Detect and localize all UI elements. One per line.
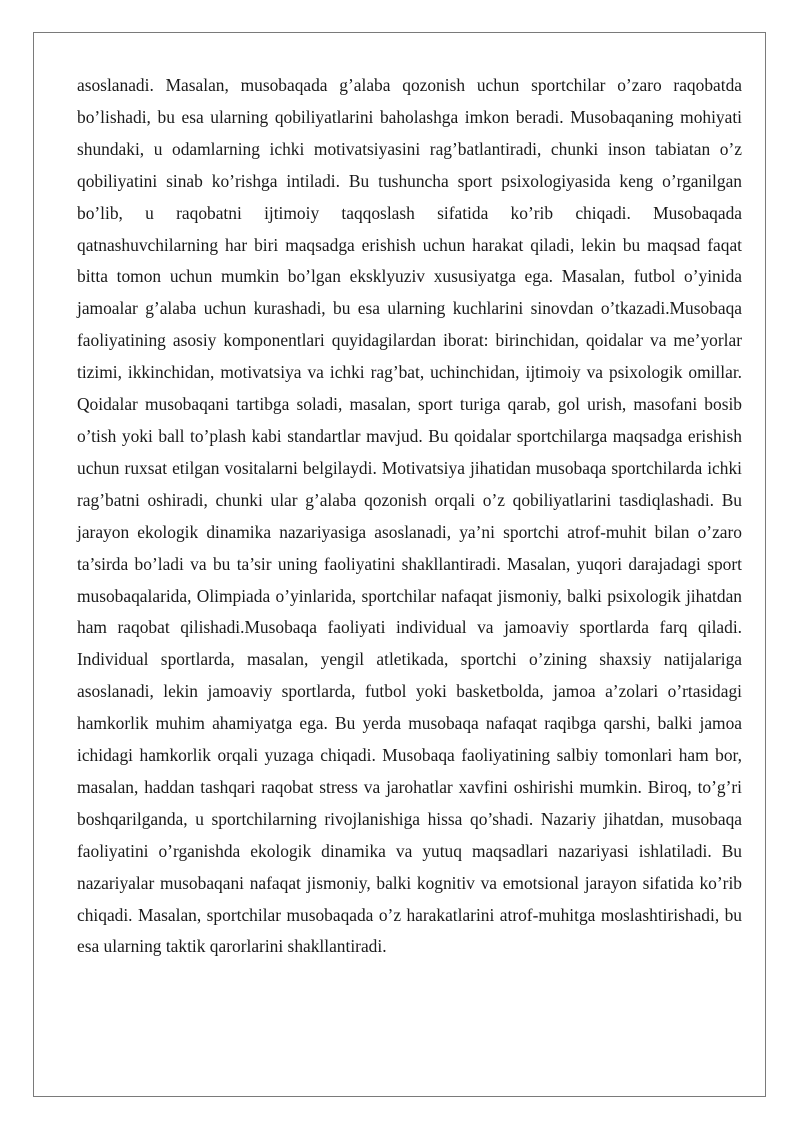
body-paragraph: asoslanadi. Masalan, musobaqada g’alaba qozonish uchun sportchilar o’zaro raqobatda bo’lishadi, bu esa ularning qobiliyatlarini baholashga imkon beradi. Musobaqaning mohiyati shundaki, u odamlarning ichki motivatsiyasini rag’batlantiradi, chunki inson tabiatan o’z qobiliyatini sinab ko’rishga intiladi. Bu tushuncha sport psixologiyasida keng o’rganilgan bo’lib, u raqobatni ijtimoiy taqqoslash sifatida ko’rib chiqadi. Musobaqada qatnashuvchilarning har biri maqsadga erishish uchun harakat qiladi, lekin bu maqsad faqat bitta tomon uchun mumkin bo’lgan eksklyuziv xususiyatga ega. Masalan, futbol o’yinida jamoalar g’alaba uchun kurashadi, bu esa ularning kuchlarini sinovdan o’tkazadi.Musobaqa faoliyatining asosiy komponentlari quyidagilardan iborat: birinchidan, qoidalar va me’yorlar tizimi, ikkinchidan, motivatsiya va ichki rag’bat, uchinchidan, ijtimoiy va psixologik omillar. Qoidalar musobaqani tartibga soladi, masalan, sport turiga qarab, gol urish, masofani bosib o’tish yoki ball to’plash kabi standartlar mavjud. Bu qoidalar sportchilarga maqsadga erishish uchun ruxsat etilgan vositalarni belgilaydi. Motivatsiya jihatidan musobaqa sportchilarda ichki rag’batni oshiradi, chunki ular g’alaba qozonish orqali o’z qobiliyatlarini tasdiqlashadi. Bu jarayon ekologik dinamika nazariyasiga asoslanadi, ya’ni sportchi atrof-muhit bilan o’zaro ta’sirda bo’ladi va bu ta’sir uning faoliyatini shakllantiradi. Masalan, yuqori darajadagi sport musobaqalarida, Olimpiada o’yinlarida, sportchilar nafaqat jismoniy, balki psixologik jihatdan ham raqobat qilishadi.Musobaqa faoliyati individual va jamoaviy sportlarda farq qiladi. Individual sportlarda, masalan, yengil atletikada, sportchi o’zining shaxsiy natijalariga asoslanadi, lekin jamoaviy sportlarda, futbol yoki basketbolda, jamoa a’zolari o’rtasidagi hamkorlik muhim ahamiyatga ega. Bu yerda musobaqa nafaqat raqibga qarshi, balki jamoa ichidagi hamkorlik orqali yuzaga chiqadi. Musobaqa faoliyatining salbiy tomonlari ham bor, masalan, haddan tashqari raqobat stress va jarohatlar xavfini oshirishi mumkin. Biroq, to’g’ri boshqarilganda, u sportchilarning rivojlanishiga hissa qo’shadi. Nazariy jihatdan, musobaqa faoliyatini o’rganishda ekologik dinamika va yutuq maqsadlari nazariyasi ishlatiladi. Bu nazariyalar musobaqani nafaqat jismoniy, balki kognitiv va emotsional jarayon sifatida ko’rib chiqadi. Masalan, sportchilar musobaqada o’z harakatlarini atrof-muhitga moslashtirishadi, bu esa ularning taktik qarorlarini shakllantiradi. — [77, 75, 742, 957]
document-body — [77, 70, 742, 963]
